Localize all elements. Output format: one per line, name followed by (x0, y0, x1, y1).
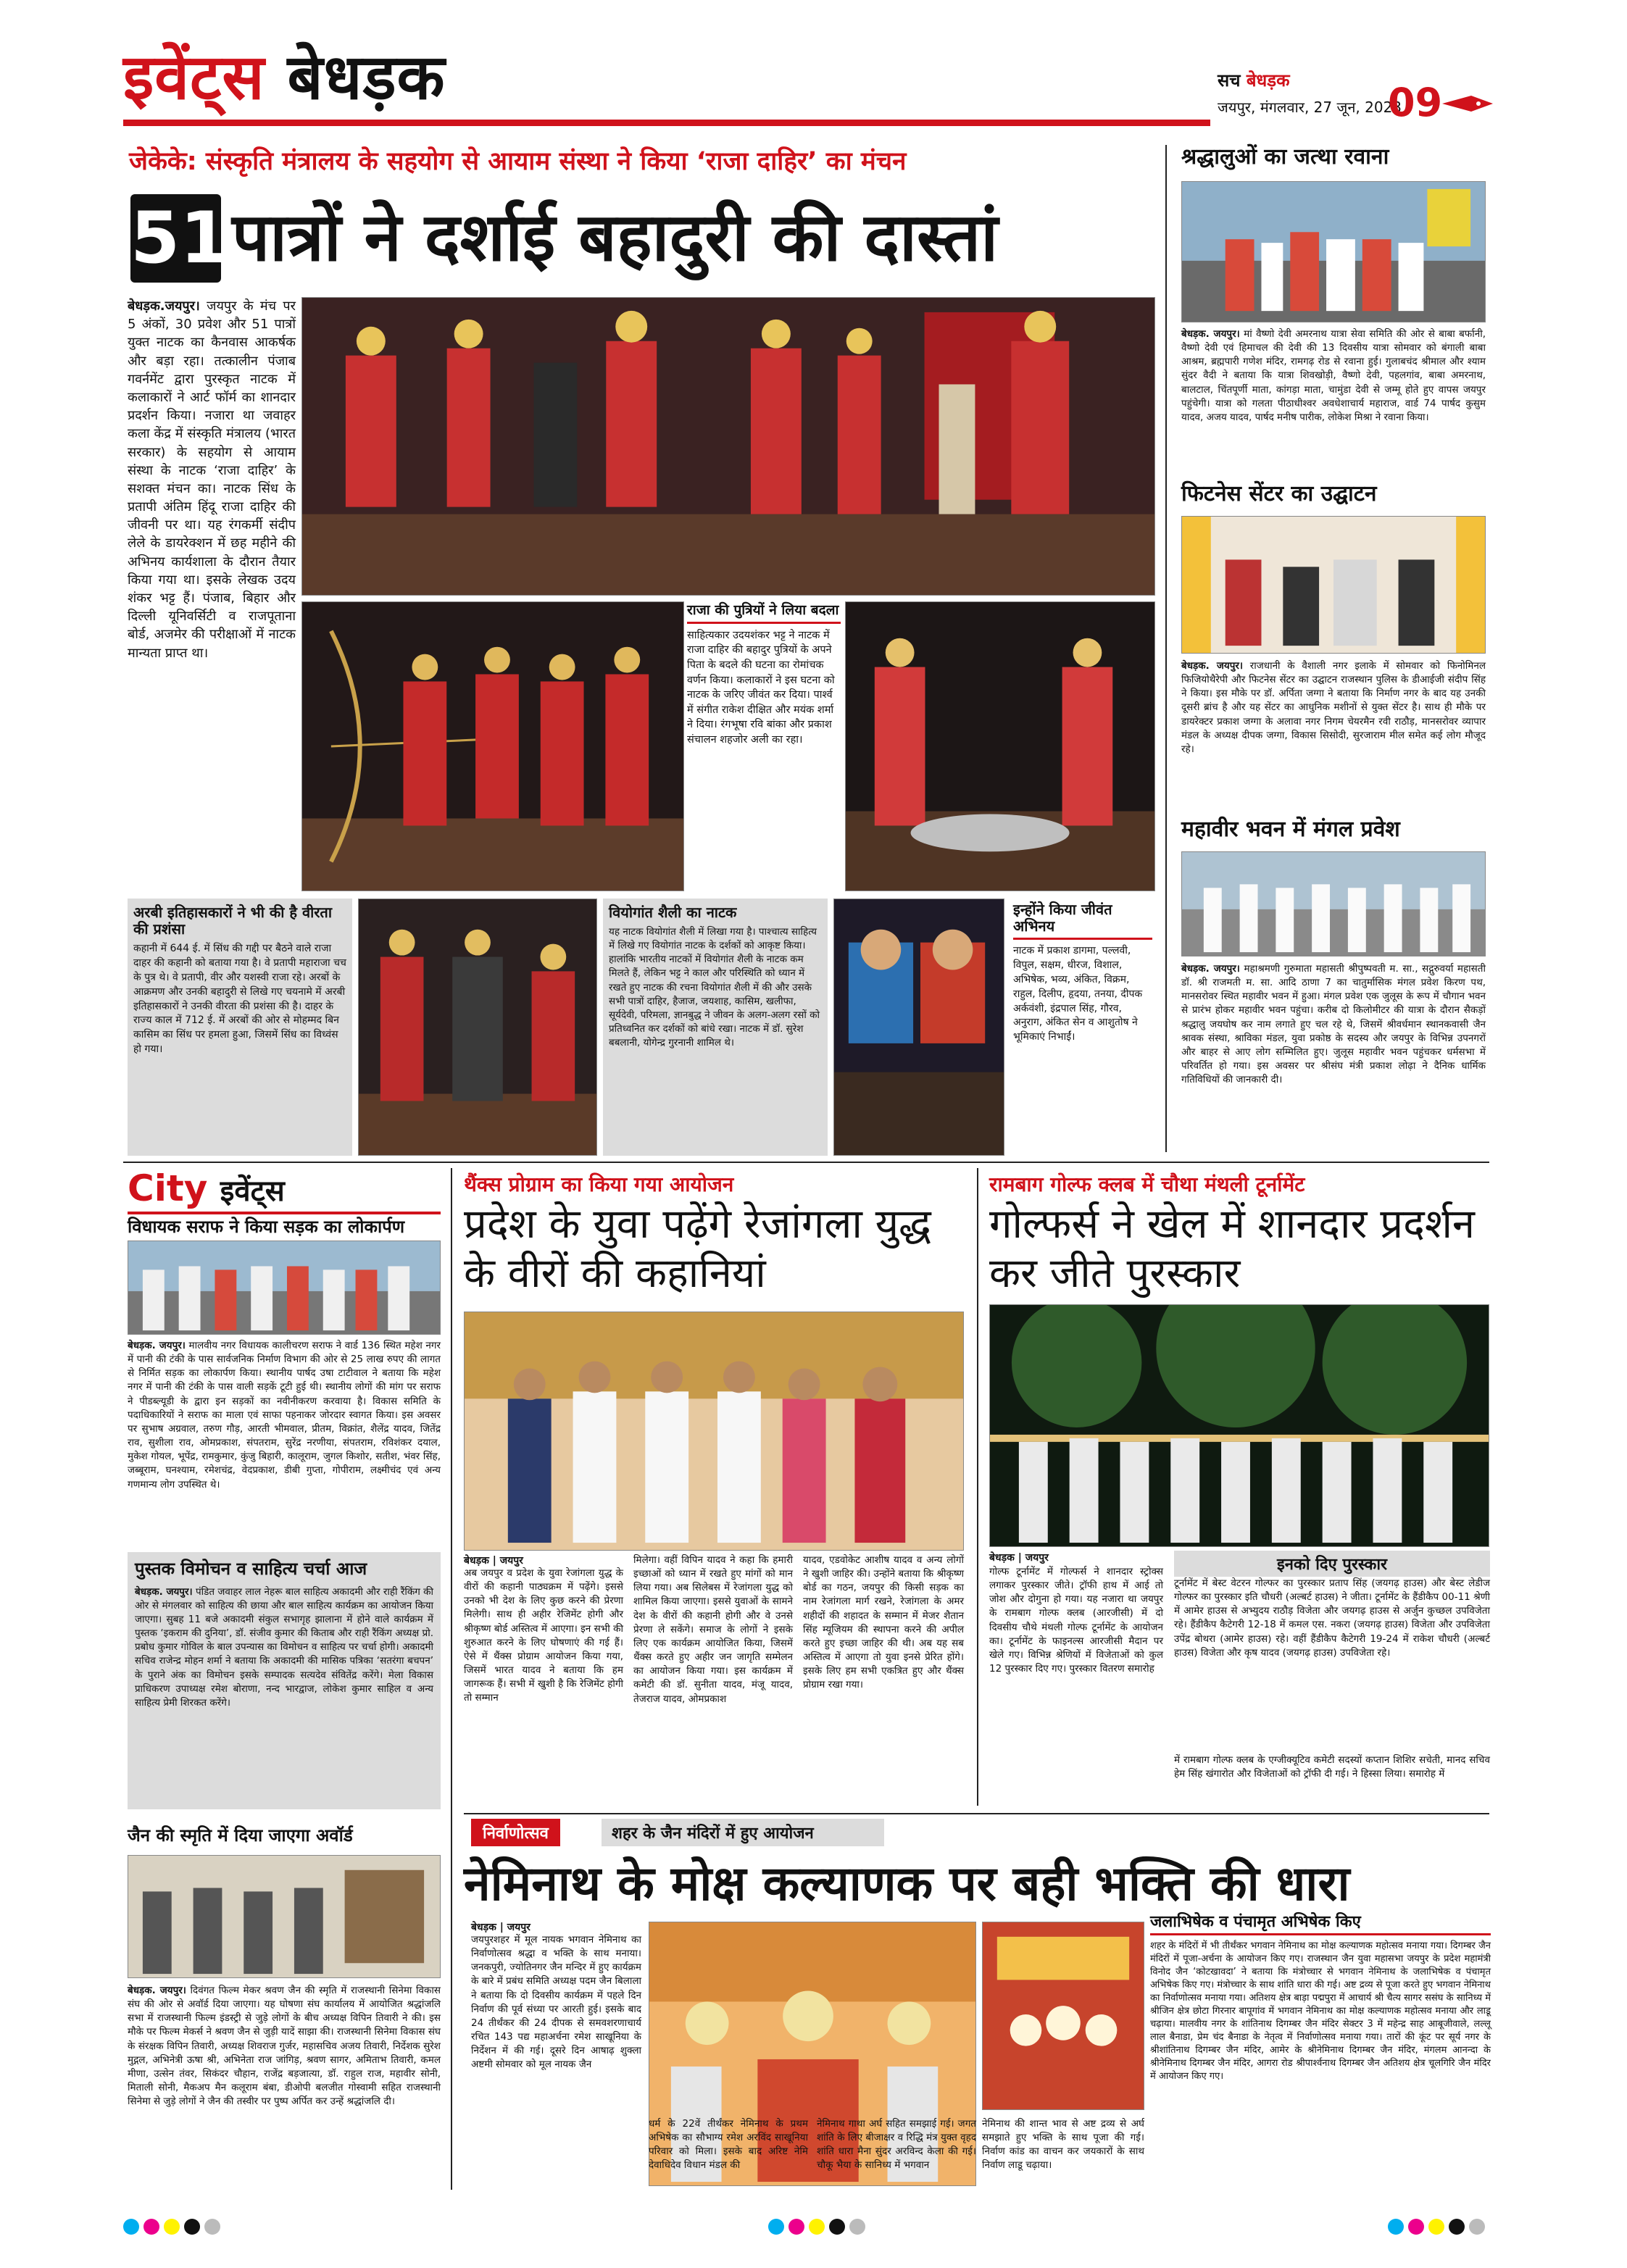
stage-photo-archer (301, 601, 684, 891)
dateline: जयपुर, मंगलवार, 27 जून, 2023 (1218, 99, 1402, 116)
box-arab-text: कहानी में 644 ई. में सिंध की गद्दी पर बैठने वाले राजा दाहर की कहानी को बताया गया है। वे प्रतापी महाराजा चच के पुत्र थे। वे प्रतापी, वीर और यशस्वी राजा रहे। अरबों के आक्रमण और उनकी बहादुरी से लिखे गए चयनामे में अरबी इतिहासकारों ने उनकी वीरता की प्रशंसा की है। दाहर के राज्य काल में 712 ई. में अरबों की ओर से मोहम्मद बिन कासिम का सिंध पर हमला हुआ, जिसमें सिंध का विध्वंस हो गया। (133, 943, 346, 1056)
brand-small: सच बेधड़क (1218, 70, 1290, 91)
pilgrims-photo (1181, 181, 1486, 322)
registration-mark-icon (768, 2219, 870, 2236)
temple-photo-2 (982, 1922, 1144, 2110)
right-story-3-title: महावीर भवन में मंगल प्रवेश (1181, 817, 1400, 842)
registration-mark-icon (123, 2219, 225, 2236)
jain-tag: निर्वाणोत्सव (471, 1819, 560, 1846)
lead-headline: पात्रों ने दर्शाई बहादुरी की दास्तां (232, 199, 999, 276)
right-story-2-title: फिटनेस सेंटर का उद्घाटन (1181, 481, 1377, 506)
jain-side-text: शहर के मंदिरों में भी तीर्थंकर भगवान नेमिनाथ का मोक्ष कल्याणक महोत्सव मनाया गया। दिगम्बर जैन मंदिरों में पूजा-अर्चना के आयोजन किए गए। राजस्थान जैन युवा महासभा जयपुर के प्रदेश महामंत्री विनोद जैन ‘कोटखावदा’ ने बताया कि मंत्रोच्चार से भगवान नेमिनाथ के जलाभिषेक व पंचामृत अभिषेक किए गए। मंत्रोच्चार के साथ शांति धारा की गई। अष्ट द्रव्य से पूजा करते हुए भगवान नेमिनाथ का निर्वाणोत्सव मनाया गया। अतिशय क्षेत्र बाड़ा पद्मपुरा में आचार्य श्री चैत्य सागर ससंघ के सानिध्य में श्रीजिन क्षेत्र छोटा गिरनार बापूगांव में भगवान नेमिनाथ का मोक्ष कल्याणक महोत्सव मनाया और लाडू चढ़ाया। मालवीय नगर के शांतिनाथ दिगम्बर जैन मंदिर सेक्टर 3 में महेन्द्र साह आबूजीवाले, लल्लू लाल बैनाडा, प्रेम चंद बैनाडा के नेतृत्व में निर्वाणोत्सव मनाया गया। तारों की कूंट पर सूर्य नगर के श्रीशांतिनाथ दिगम्बर जैन मंदिर, आमेर के श्रीनेमिनाथ दिगम्बर जैन मंदिर, मंगलम आनन्दा के श्रीनेमिनाथ दिगम्बर जैन मंदिर, आगरा रोड श्रीपार्श्वनाथ दिगम्बर जैन अतिशय क्षेत्र चूलगिरि जैन मंदिर में आयोजन किए गए। (1150, 1940, 1491, 2082)
thanks-col-2: मिलेगा। वहीं विपिन यादव ने कहा कि हमारी इच्छाओं को ध्यान में रखते हुए मांगों को मान लिया गया। अब सिलेबस में रेजांगला युद्ध को शामिल किया जाएगा। इससे युवाओं के सामने देश के वीरों की कहानी होगी और वे उनसे प्रेरणा ले सकेंगे। समाज के लोगों ने इसके लिए एक कार्यक्रम आयोजित किया, जिसमें थैंक्स करते हुए अहीर जन जागृति सम्मेलन का आयोजन किया गया। इस कार्यक्रम में कमेटी की डॉ. सुनीता यादव, मंजू यादव, तेजराज यादव, ओमप्रकाश (633, 1554, 793, 1705)
thanks-divider (977, 1168, 978, 1806)
lead-number-box: 51 (130, 194, 221, 283)
golf-group-photo (989, 1304, 1489, 1547)
section-title-black: बेधड़क (287, 41, 446, 114)
box-actors (1010, 899, 1155, 1156)
city-divider (451, 1168, 452, 2190)
stage-photo-closeup (833, 899, 1004, 1156)
lead-body: बेधड़क.जयपुर। जयपुर के मंच पर 5 अंकों, 30 प्रवेश और 51 पात्रों युक्त नाटक का कैनवास आकर्षक और बड़ा रहा। तत्कालीन पंजाब गवर्नमेंट द्वारा पुरस्कृत नाटक में कलाकारों ने आर्ट फॉर्म का शानदार प्रदर्शन किया। नजारा था जवाहर कला केंद्र में संस्कृति मंत्रालय (भारत सरकार) के सहयोग से आयाम संस्था के नाटक ‘राजा दाहिर’ के सशक्त मंचन का। नाटक सिंध के प्रतापी अंतिम हिंदू राजा दाहिर की जीवनी पर था। यह रंगकर्मी संदीप लेले के डायरेक्शन में छह महीने की अभिनय कार्यशाला के दौरान तैयार किया गया था। इसके लेखक उदय शंकर भट्ट हैं। पंजाब, बिहार और दिल्ली यूनिवर्सिटी व राजपूताना बोर्ड, अजमेर की परीक्षाओं में नाटक मान्यता प्राप्त था। (128, 299, 296, 661)
jain-side-story (1150, 1913, 1491, 2188)
box-actors-title: इन्होंने किया जीवंत अभिनय (1013, 901, 1152, 940)
jain-kicker: शहर के जैन मंदिरों में हुए आयोजन (602, 1819, 884, 1846)
column-divider (1165, 145, 1167, 1152)
city-story-1-title: विधायक सराफ ने किया सड़क का लोकार्पण (128, 1217, 405, 1237)
golf-headline: गोल्फर्स ने खेल में शानदार प्रदर्शन कर जीते पुरस्कार (989, 1201, 1476, 1298)
thanks-col-1: अब जयपुर व प्रदेश के युवा रेजांगला युद्ध के वीरों की कहानी पाठ्यक्रम में पढ़ेंगे। इससे उनको भी देश के लिए कुछ करने की प्रेरणा मिलेगी। साथ ही अहीर रेजिमेंट होगी और श्रीकृष्ण बोर्ड अस्तित्व में आएगा। इन सभी की शुरुआत करने के लिए घोषणाएं की गई हैं। ऐसे में थैंक्स प्रोग्राम आयोजन किया गया, जिसमें भारत यादव ने बताया कि हम जागरूक हैं। सभी में खुशी है कि रेजिमेंट होगी तो सम्मान (464, 1567, 623, 1704)
jain-col-4: नेमिनाथ की शान्त भाव से अष्ट द्रव्य से अर्घ समझाते हुए भक्ति के साथ पूजा की गई। निर्वाण कांड का वाचन कर जयकारों के साथ निर्वाण लाडू चढ़ाया। (982, 2118, 1144, 2172)
stage-photo-daughters (845, 601, 1155, 891)
jain-col-1: जयपुरशहर में मूल नायक भगवान नेमिनाथ का निर्वाणोत्सव श्रद्धा व भक्ति के साथ मनाया। जनकपुरी, ज्योतिनगर जैन मन्दिर में हुए कार्यक्रम के बारे में प्रबंध समिति अध्यक्ष पदम जैन बिलाला ने बताया कि दो दिवसीय कार्यक्रम में पहले दिन निर्वाण की पूर्व संध्या पर आरती हुई। इसके बाद 24 तीर्थंकर की 24 दीपक से समवशरणाचार्य रचित 143 पद्य महाअर्चना रमेश साखूनिया के निर्देशन में की गई। दूसरे दिन आषाढ़ शुक्ला अष्टमी सोमवार को मूल नायक जैन (471, 1934, 641, 2071)
masthead-rule (123, 120, 1210, 126)
golf-kicker: रामबाग गोल्फ क्लब में चौथा मंथली टूर्नामेंट (989, 1172, 1305, 1196)
thanks-group-photo (464, 1312, 964, 1551)
box-revenge-text: साहित्यकार उदयशंकर भट्ट ने नाटक में राजा दाहिर की बहादुर पुत्रियों के अपने पिता के बदले की घटना का रोमांचक वर्णन किया। कलाकारों ने इस घटना को नाटक के जरिए जीवंत कर दिया। पार्श्व में संगीत राकेश दीक्षित और मयंक शर्मा ने दिया। रंगभूषा रवि बांका और प्रकाश संचालन शहजोर अली का रहा। (687, 629, 835, 746)
box-revenge (687, 603, 841, 890)
box-tragedy-title: वियोगांत शैली का नाटक (609, 904, 737, 921)
golf-col-1: गोल्फ टूर्नामेंट में गोल्फर्स ने शानदार स्ट्रोक्स लगाकर पुरस्कार जीते। ट्रॉफी हाथ में आई तो जोश और दोगुना हो गया। यह नजारा था जयपुर के रामबाग गोल्फ क्लब (आरजीसी) में दो दिवसीय चौथे मंथली गोल्फ टूर्नामेंट के आयोजन का। टूर्नामेंट के फाइनल्स आरजीसी मैदान पर खेले गए। विभिन्न श्रेणियों में विजेताओं को कुल 12 पुरस्कार दिए गए। पुरस्कार वितरण समारोह (989, 1566, 1163, 1675)
thanks-kicker: थैंक्स प्रोग्राम का किया गया आयोजन (464, 1172, 734, 1196)
box-arab-title: अरबी इतिहासकारों ने भी की है वीरता की प्रशंसा (133, 904, 333, 938)
tribute-photo (128, 1855, 441, 1978)
golf-col-2: टूर्नामेंट में बेस्ट वेटरन गोल्फर का पुरस्कार प्रताप सिंह (जयगढ़ हाउस) और बेस्ट लेडीज गोल्फर का पुरस्कार इति चौधरी (अल्बर्ट हाउस) ने जीता। टूर्नामेंट के हैंडीकैप 00-11 श्रेणी में आमेर हाउस से अभ्युदय राठौड़ विजेता और जयगढ़ हाउस से अर्जुन कुच्छल उपविजेता रहे। हैंडीकैप कैटेगरी 12-18 में कमल एस. नकरा (जयगढ़ हाउस) विजेता और उपविजेता उपेंद्र बोथरा (आमेर हाउस) रहे। वहीं हैंडीकैप कैटेगरी 19-24 में राकेश चौधरी (अल्बर्ट हाउस) विजेता और कृष यादव (जयगढ़ हाउस) उपविजेता रहे। (1174, 1577, 1490, 1659)
city-story-2-title: पुस्तक विमोचन व साहित्य चर्चा आज (135, 1559, 367, 1579)
city-logo-rule (128, 1212, 441, 1214)
section-title (123, 43, 446, 112)
box-actors-text: नाटक में प्रकाश डागमा, पल्लवी, विपुल, सक्षम, धीरज, विशाल, अभिषेक, भव्य, अंकित, विक्रम, राहुल, दिलीप, हृदया, तनया, दीपक अर्कवंशी, इंद्रपाल सिंह, गौरव, अनुराग, अंकित सेन व आशुतोष ने भूमिकाएं निभाईं। (1013, 945, 1143, 1043)
masthead (123, 43, 1493, 130)
page-number: 09 (1388, 80, 1443, 125)
jain-top-rule (464, 1813, 1489, 1814)
box-tragedy (603, 899, 828, 1156)
right-story-1-title: श्रद्धालुओं का जत्था रवाना (1181, 144, 1389, 170)
golf-awards-title: इनको दिए पुरस्कार (1174, 1551, 1490, 1577)
jain-col-3: नेमिनाथ गाथा अर्घ सहित समझाई गई। जगत शांति के लिए बीजाक्षर व रिद्धि मंत्र युक्त वृहद शांति धारा मैना सुंदर अरविन्द केला की गई। चौकू भैया के सानिध्य में भगवान (817, 2118, 976, 2172)
golf-dateline: बेधड़क | जयपुर (989, 1552, 1049, 1564)
city-story-2-body: बेधड़क. जयपुर। पंडित जवाहर लाल नेहरू बाल साहित्य अकादमी और राही रैंकिंग की ओर से मंगलवार को साहित्य की छाया और बाल साहित्य कार्यक्रम का आयोजन किया जाएगा। सुबह 11 बजे अकादमी संकुल सभागृह झालाना में होने वाले कार्यक्रम में पुस्तक ‘इकराम की दुनिया’, डॉ. संजीव कुमार की किताब और राही रैंकिंग अध्यक्ष प्रो. प्रबोध कुमार गोविल के बाल उपन्यास का विमोचन व साहित्य पर चर्चा होगी। अकादमी सचिव राजेन्द्र मोहन शर्मा ने बताया कि अकादमी की मासिक पत्रिका ‘सतरंगा बचपन’ के पुराने अंक का विमोचन इसके सम्पादक सत्यदेव संवितेंद्र करेंगे। मेला विकास प्राधिकरण उपाध्यक्ष रमेश बोराणा, नन्द भारद्वाज, लोकेश कुमार साहिल व अन्य साहित्य प्रेमी शिरकत करेंगे। (135, 1585, 433, 1709)
golf-col-3: में रामबाग गोल्फ क्लब के एग्जीक्यूटिव कमेटी सदस्यों कप्तान शिशिर सचेती, मानद सचिव हेम सिंह खंगारोत और विजेताओं को ट्रॉफी दी गई। ने हिस्सा लिया। समारोह में (1174, 1754, 1490, 1780)
thanks-dateline: बेधड़क | जयपुर (464, 1555, 523, 1567)
right-story-1-body: बेधड़क. जयपुर। मां वैष्णो देवी अमरनाथ यात्रा सेवा समिति की ओर से बाबा बर्फानी, वैष्णो देवी एवं हिमाचल की देवी की 13 दिवसीय यात्रा सोमवार को बंगाली बाबा आश्रम, ब्रह्मपारी गणेश मंदिर, रामगढ़ रोड से रवाना हुई। गुलाबचंद श्रीमाल और श्याम सुंदर वैदी ने बताया कि यात्रा शिवखोड़ी, वैष्णो देवी, पहलगांव, बाबा अमरनाथ, बालटाल, चिंतपूर्णी माता, कांगड़ा माता, चामुंडा देवी से जम्मू होते हुए वापस जयपुर पहुंचेगी। यात्रा को गलता पीठाधीश्वर अवधेशाचार्य महाराज, वार्ड 74 पार्षद कुसुम यादव, अजय यादव, पार्षद मनीष पारीक, लोकेश मिश्रा ने रवाना किया। (1181, 328, 1486, 423)
horizontal-divider (123, 1162, 1489, 1163)
city-story-1-body: बेधड़क. जयपुर। मालवीय नगर विधायक कालीचरण सराफ ने वार्ड 136 स्थित महेश नगर में पानी की टंकी के पास सार्वजनिक निर्माण विभाग की ओर से 25 लाख रुपए की लागत से निर्मित सड़क का लोकार्पण किया। स्थानीय पार्षद उषा टाटीवाल ने बताया कि महेश नगर में पानी की टंकी के पास वाली सड़कें टूटी हुई थी। स्थानीय लोगों की मांग पर सराफ ने पीडब्ल्यूडी के द्वारा इन सड़कों का नवीनीकरण करवाया है। विकास समिति के पदाधिकारियों ने सराफ का माला एवं साफा पहनाकर जोरदार स्वागत किया। इस अवसर पर सुभाष अग्रवाल, तरुण गौड़, आरती भीमवाल, प्रीतम, विक्रांत, शैलेंद्र यादव, जितेंद्र राव, सुशीला राव, ओमप्रकाश, संपतराम, सुरेंद्र नरणीया, संपतराम, रविशंकर दयाल, मुकेश गोयल, भूपेंद्र, रामकुमार, कुंजु बिहारी, कालूराम, जुगल किशोर, सतीश, भंवर सिंह, जब्बूराम, घनश्याम, रमेशचंद्र, वेदप्रकाश, डीबी गुप्ता, गोपीराम, लक्ष्मीचंद एवं अन्य गणमान्य लोग उपस्थित थे। (128, 1340, 441, 1491)
jain-headline: नेमिनाथ के मोक्ष कल्याणक पर बही भक्ति की धारा (464, 1856, 1350, 1911)
procession-photo (1181, 851, 1486, 956)
section-title-red: इवेंट्स (123, 41, 265, 114)
thanks-col-3: यादव, एडवोकेट आशीष यादव व अन्य लोगों ने खुशी जाहिर की। उन्होंने बताया कि श्रीकृष्ण बोर्ड का गठन, जयपुर की किसी सड़क का नाम रेजांगला मार्ग रखने, रेजांगला के अमर शहीदों की शहादत के सम्मान में मेजर शैतान सिंह म्यूजियम की स्थापना करने की अपील करते हुए इच्छा जाहिर की थी। अब यह सब अस्तित्व में आएगा तो युवा इनसे प्रेरित होंगे। इसके लिए हम सभी एकत्रित हुए और थैंक्स प्रोग्राम रखा गया। (803, 1554, 964, 1691)
jain-side-heading: जलाभिषेक व पंचामृत अभिषेक किए (1150, 1913, 1491, 1935)
road-inauguration-photo (128, 1241, 441, 1335)
pen-nib-icon (1442, 93, 1493, 114)
box-arab (128, 899, 352, 1156)
box-tragedy-text: यह नाटक वियोगांत शैली में लिखा गया है। पाश्चात्य साहित्य में लिखे गए वियोगांत नाटक के दर्शकों को आकृष्ट किया। हालांकि भारतीय नाटकों में वियोगांत शैली के नाटक कम मिलते हैं, लेकिन भट्ट ने काल और परिस्थिति को ध्यान में रखते हुए नाटक की रचना वियोगांत शैली में की और उसके सभी पात्रों दाहिर, हैजाज, जयशाह, कासिम, खलीफा, सूर्यदेवी, परिमला, ज्ञानबुद्ध ने जीवन के अलग-अलग रसों को प्रतिध्वनित कर दर्शकों को बांधे रखा। नाटक में डॉ. सुरेश बबलानी, योगेन्द्र गुरनानी शामिल थे। (609, 926, 820, 1049)
stage-photo-court (358, 899, 597, 1156)
city-story-3-title: जैन की स्मृति में दिया जाएगा अवॉर्ड (128, 1825, 353, 1846)
right-story-2-body: बेधड़क. जयपुर। राजधानी के वैशाली नगर इलाके में सोमवार को फिनोमिनल फिजियोथैरेपी और फिटनेस सेंटर का उद्घाटन राजस्थान पुलिस के डीआईजी संदीप सिंह ने किया। इस मौके पर डॉ. अर्पिता जग्गा ने बताया कि निर्माण नगर के बाद यह उनकी दूसरी ब्रांच है और यह सेंटर का आधुनिक मशीनों से युक्त सेंटर है। साथ ही मौके पर डायरेक्टर प्रकाश जग्गा के अलावा नगर निगम चेयरमैन रवी राठौड़, मानसरोवर व्यापार मंडल के अध्यक्ष दीपक जग्गा, विकास सिसोदी, सुरजाराम मील समेत कई लोग मौजूद रहे। (1181, 660, 1486, 755)
thanks-headline: प्रदेश के युवा पढ़ेंगे रेजांगला युद्ध के वीरों की कहानियां (464, 1201, 931, 1298)
box-revenge-title: राजा की पुत्रियों ने लिया बदला (687, 603, 841, 624)
jain-col-2: धर्म के 22वें तीर्थंकर नेमिनाथ के प्रथम अभिषेक का सौभाग्य रमेश अरविंद साखूनिया परिवार को मिला। इसके बाद अरिष्ट नेमि देवाधिदेव विधान मंडल की (649, 2118, 808, 2172)
city-story-2-box (128, 1552, 441, 1809)
fitness-photo (1181, 516, 1486, 654)
stage-photo-main (301, 297, 1155, 596)
jain-dateline: बेधड़क | जयपुर (471, 1922, 530, 1933)
right-story-3-body: बेधड़क. जयपुर। महाश्रमणी गुरुमाता महासती श्रीपुष्पवती म. सा., सद्गुरुवर्या महासती डॉ. श्री राजमती म. सा. आदि ठाणा 7 का चातुर्मासिक मंगल प्रवेश किरण पथ, मानसरोवर स्थित महावीर भवन में हुआ। मंगल प्रवेश एक जुलूस के रूप में चौगान भवन से प्रारंभ होकर महावीर भवन पहुंचा। करीब दो किलोमीटर की यात्रा के दौरान सैकड़ों श्रद्धालु जयघोष कर नाम लगाते हुए चल रहे थे, जिसमें श्रीवर्धमान स्थानकवासी जैन श्रावक संस्था, श्राविका मंडल, युवा प्रकोष्ठ के सदस्य और जयपुर के विभिन्न उपनगरों और बाहर से आए लोग सम्मिलित हुए। जुलूस महावीर भवन पहुंचकर धर्मसभा में परिवर्तित हो गया। इस अवसर पर श्रीसंघ मंत्री प्रकाश लोढ़ा ने दैनिक धार्मिक गतिविधियों की जानकारी दी। (1181, 963, 1486, 1086)
city-logo: City इवेंट्स (128, 1167, 285, 1209)
lead-kicker: जेकेके: संस्कृति मंत्रालय के सहयोग से आयाम संस्था ने किया ‘राजा दाहिर’ का मंचन (129, 147, 907, 176)
city-story-3-body: बेधड़क. जयपुर। दिवंगत फिल्म मेकर श्रवण जैन की स्मृति में राजस्थानी सिनेमा विकास संघ की ओर से अवॉर्ड दिया जाएगा। यह घोषणा संघ कार्यालय में आयोजित श्रद्धांजलि सभा में राजस्थानी फिल्म इंडस्ट्री से जुड़े लोगों के बीच अध्यक्ष विपिन तिवारी ने की। इस मौके पर फिल्म मेकर्स ने श्रवण जैन से जुड़ी यादें साझा की। राजस्थानी सिनेमा विकास संघ के संरक्षक विपिन तिवारी, अध्यक्ष शिवराज गुर्जर, महासचिव अजय तिवारी, निर्देशक सुरेश मुद्गल, अभिनेत्री ऊषा श्री, अभिनेता राज जांगिड़, श्रवण सागर, अमिताभ तिवारी, कमल मीणा, उत्सेन तंवर, सिकंदर चौहान, राजेंद्र बड़जात्या, डॉ. राहुल राज, महावीर सोनी, मिताली सोनी, मैकअप मैन कलूराम बंबा, डीओपी बलजीत गोस्वामी सहित राजस्थानी सिनेमा से जुड़े लोगों ने जैन की तस्वीर पर पुष्प अर्पित कर उन्हें श्रद्धांजलि दी। (128, 1985, 441, 2108)
registration-mark-icon (1388, 2219, 1489, 2236)
